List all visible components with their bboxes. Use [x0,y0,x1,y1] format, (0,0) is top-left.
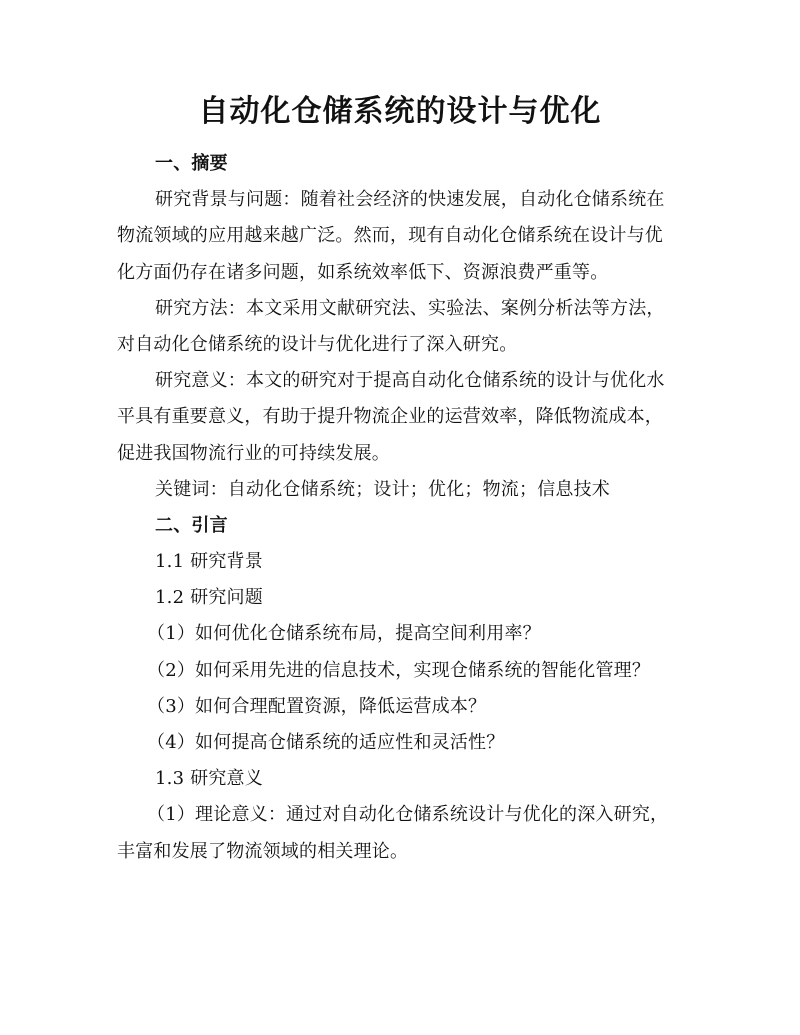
section-heading-introduction: 二、引言 [155,514,228,536]
document-body [117,146,677,870]
list-item: （1）理论意义：通过对自动化仓储系统设计与优化的深入研究， [147,804,669,826]
paragraph-line: 研究方法：本文采用文献研究法、实验法、案例分析法等方法， [155,297,665,319]
list-item: （4）如何提高仓储系统的适应性和灵活性？ [147,732,505,753]
section-heading-abstract: 一、摘要 [155,153,228,174]
subsection-heading: 1.2 研究问题 [155,587,263,609]
paragraph-line: 丰富和发展了物流领域的相关理论。 [117,840,409,862]
paragraph-line: 对自动化仓储系统的设计与优化进行了深入研究。 [117,333,518,355]
list-item: （3）如何合理配置资源，降低运营成本？ [147,695,487,717]
list-item: （2）如何采用先进的信息技术，实现仓储系统的智能化管理？ [147,659,651,681]
paragraph-line: 化方面仍存在诸多问题，如系统效率低下、资源浪费严重等。 [117,261,609,283]
paragraph-line: 促进我国物流行业的可持续发展。 [117,442,390,464]
paragraph-line: 物流领域的应用越来越广泛。然而，现有自动化仓储系统在设计与优 [117,225,663,247]
subsection-heading: 1.1 研究背景 [155,551,263,573]
paragraph-line: 研究意义：本文的研究对于提高自动化仓储系统的设计与优化水 [155,370,665,392]
list-item: （1）如何优化仓储系统布局，提高空间利用率？ [147,623,541,645]
paragraph-line: 平具有重要意义，有助于提升物流企业的运营效率，降低物流成本， [117,406,663,428]
paragraph-line: 研究背景与问题：随着社会经济的快速发展，自动化仓储系统在 [155,189,665,211]
subsection-heading: 1.3 研究意义 [155,768,263,790]
keywords-line: 关键词：自动化仓储系统；设计；优化；物流；信息技术 [155,478,610,500]
document-title: 自动化仓储系统的设计与优化 [198,94,602,129]
